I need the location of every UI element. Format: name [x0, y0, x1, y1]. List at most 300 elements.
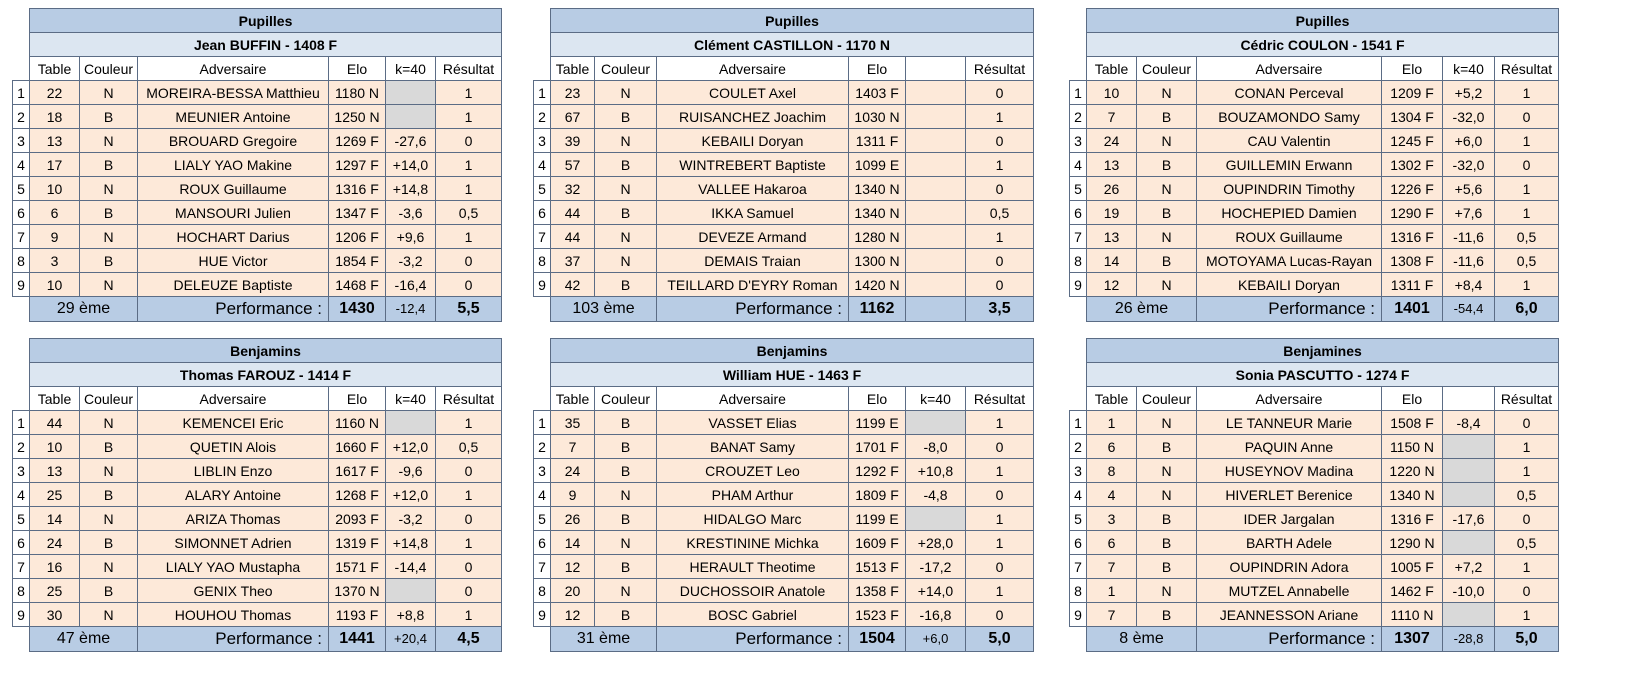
color-cell: N	[1137, 225, 1197, 249]
col-header-result: Résultat	[436, 387, 502, 411]
col-header-k: k=40	[386, 387, 436, 411]
elo-cell: 1209 F	[1382, 81, 1443, 105]
table-cell: 1	[1087, 579, 1137, 603]
table-row	[13, 201, 502, 225]
result-cell: 0	[966, 129, 1034, 153]
table-cell: 14	[30, 507, 80, 531]
color-cell: B	[595, 555, 657, 579]
result-cell: 1	[966, 105, 1034, 129]
table-row	[13, 249, 502, 273]
round-number: 2	[13, 105, 30, 129]
result-cell: 1	[1495, 273, 1559, 297]
round-number: 1	[534, 411, 551, 435]
k-cell: +14,0	[906, 579, 966, 603]
result-cell: 1	[436, 225, 502, 249]
k-cell: -3,2	[386, 249, 436, 273]
color-cell: N	[595, 531, 657, 555]
result-cell: 0	[436, 579, 502, 603]
table-cell: 18	[30, 105, 80, 129]
color-cell: B	[80, 249, 138, 273]
opponent-cell: HIVERLET Berenice	[1197, 483, 1382, 507]
col-header-elo: Elo	[1382, 387, 1443, 411]
table-cell: 39	[551, 129, 595, 153]
k-total: -12,4	[386, 297, 436, 322]
table-cell: 6	[1087, 531, 1137, 555]
color-cell: N	[595, 225, 657, 249]
color-cell: B	[1137, 201, 1197, 225]
opponent-cell: KRESTININE Michka	[657, 531, 849, 555]
table-cell: 7	[551, 435, 595, 459]
col-header-color: Couleur	[80, 387, 138, 411]
round-number: 8	[1070, 249, 1087, 273]
opponent-cell: LIBLIN Enzo	[138, 459, 329, 483]
elo-cell: 1290 F	[1382, 201, 1443, 225]
round-number: 5	[534, 177, 551, 201]
table-row	[1070, 225, 1559, 249]
color-cell: B	[595, 459, 657, 483]
result-cell: 1	[1495, 603, 1559, 627]
elo-cell: 1150 N	[1382, 435, 1443, 459]
opponent-cell: QUETIN Alois	[138, 435, 329, 459]
round-number: 3	[1070, 129, 1087, 153]
table-row	[1070, 579, 1559, 603]
table-cell: 25	[30, 483, 80, 507]
round-number: 9	[534, 603, 551, 627]
category-title: Pupilles	[551, 9, 1034, 33]
table-cell: 3	[30, 249, 80, 273]
table-row	[13, 411, 502, 435]
col-header-opponent: Adversaire	[1197, 387, 1382, 411]
result-cell: 1	[436, 411, 502, 435]
table-row	[534, 129, 1034, 153]
round-number: 6	[534, 531, 551, 555]
elo-cell: 1340 N	[849, 201, 906, 225]
color-cell: N	[1137, 129, 1197, 153]
table-row	[13, 105, 502, 129]
table-cell: 44	[551, 225, 595, 249]
result-cell: 0	[966, 483, 1034, 507]
col-header-color: Couleur	[1137, 387, 1197, 411]
table-cell: 57	[551, 153, 595, 177]
col-header-k: k=40	[906, 387, 966, 411]
k-cell	[386, 105, 436, 129]
col-header-table: Table	[30, 387, 80, 411]
opponent-cell: ARIZA Thomas	[138, 507, 329, 531]
round-number: 5	[534, 507, 551, 531]
round-number: 3	[13, 129, 30, 153]
result-cell: 0	[1495, 105, 1559, 129]
elo-cell: 2093 F	[329, 507, 386, 531]
color-cell: N	[80, 555, 138, 579]
color-cell: N	[80, 177, 138, 201]
elo-cell: 1468 F	[329, 273, 386, 297]
color-cell: N	[1137, 411, 1197, 435]
round-number: 7	[13, 225, 30, 249]
table-row	[13, 129, 502, 153]
col-header-color: Couleur	[1137, 57, 1197, 81]
result-cell: 1	[1495, 201, 1559, 225]
table-row	[1070, 153, 1559, 177]
table-row	[13, 177, 502, 201]
col-header-elo: Elo	[329, 387, 386, 411]
round-number: 3	[13, 459, 30, 483]
result-cell: 0,5	[1495, 249, 1559, 273]
k-cell	[906, 177, 966, 201]
table-cell: 9	[30, 225, 80, 249]
player-title: Sonia PASCUTTO - 1274 F	[1087, 363, 1559, 387]
table-row	[534, 105, 1034, 129]
opponent-cell: GENIX Theo	[138, 579, 329, 603]
color-cell: N	[595, 579, 657, 603]
opponent-cell: CROUZET Leo	[657, 459, 849, 483]
elo-cell: 1250 N	[329, 105, 386, 129]
elo-cell: 1508 F	[1382, 411, 1443, 435]
table-cell: 26	[551, 507, 595, 531]
color-cell: B	[1137, 435, 1197, 459]
k-cell: -3,2	[386, 507, 436, 531]
table-row	[1070, 177, 1559, 201]
k-cell: +12,0	[386, 435, 436, 459]
elo-cell: 1316 F	[1382, 225, 1443, 249]
opponent-cell: HUSEYNOV Madina	[1197, 459, 1382, 483]
result-cell: 0	[966, 177, 1034, 201]
round-number: 4	[13, 483, 30, 507]
opponent-cell: DUCHOSSOIR Anatole	[657, 579, 849, 603]
table-row	[13, 81, 502, 105]
result-cell: 0	[1495, 579, 1559, 603]
opponent-cell: CONAN Perceval	[1197, 81, 1382, 105]
round-number: 2	[534, 105, 551, 129]
color-cell: N	[1137, 273, 1197, 297]
summary-row	[13, 627, 502, 652]
elo-cell: 1308 F	[1382, 249, 1443, 273]
table-cell: 12	[1087, 273, 1137, 297]
color-cell: B	[1137, 105, 1197, 129]
summary-row	[534, 297, 1034, 322]
color-cell: N	[595, 177, 657, 201]
performance-value: 1401	[1382, 297, 1443, 322]
result-cell: 1	[436, 105, 502, 129]
table-cell: 8	[1087, 459, 1137, 483]
table-row	[534, 153, 1034, 177]
round-number: 2	[1070, 435, 1087, 459]
performance-value: 1430	[329, 297, 386, 322]
total-score: 4,5	[436, 627, 502, 652]
round-number: 1	[1070, 81, 1087, 105]
opponent-cell: LIALY YAO Mustapha	[138, 555, 329, 579]
k-cell: +14,0	[386, 153, 436, 177]
elo-cell: 1226 F	[1382, 177, 1443, 201]
color-cell: N	[1137, 459, 1197, 483]
col-header-table: Table	[551, 57, 595, 81]
total-score: 5,0	[966, 627, 1034, 652]
color-cell: B	[595, 201, 657, 225]
k-cell	[386, 411, 436, 435]
k-cell	[1443, 531, 1495, 555]
color-cell: B	[595, 105, 657, 129]
table-row	[534, 555, 1034, 579]
table-cell: 13	[30, 459, 80, 483]
opponent-cell: VASSET Elias	[657, 411, 849, 435]
k-cell: +8,8	[386, 603, 436, 627]
k-cell: -4,8	[906, 483, 966, 507]
opponent-cell: PHAM Arthur	[657, 483, 849, 507]
elo-cell: 1513 F	[849, 555, 906, 579]
round-number: 5	[1070, 177, 1087, 201]
table-cell: 6	[1087, 435, 1137, 459]
table-cell: 12	[551, 555, 595, 579]
table-cell: 10	[30, 273, 80, 297]
color-cell: N	[80, 411, 138, 435]
color-cell: B	[80, 153, 138, 177]
col-header-result: Résultat	[436, 57, 502, 81]
elo-cell: 1099 E	[849, 153, 906, 177]
elo-cell: 1180 N	[329, 81, 386, 105]
color-cell: B	[595, 507, 657, 531]
elo-cell: 1701 F	[849, 435, 906, 459]
table-cell: 24	[30, 531, 80, 555]
table-cell: 16	[30, 555, 80, 579]
summary-row	[1070, 627, 1559, 652]
elo-cell: 1340 N	[1382, 483, 1443, 507]
result-cell: 0	[1495, 507, 1559, 531]
k-cell: -8,0	[906, 435, 966, 459]
table-cell: 23	[551, 81, 595, 105]
col-header-opponent: Adversaire	[138, 387, 329, 411]
round-number: 6	[534, 201, 551, 225]
round-number: 5	[13, 507, 30, 531]
table-cell: 13	[1087, 225, 1137, 249]
table-row	[1070, 273, 1559, 297]
result-cell: 0	[966, 435, 1034, 459]
color-cell: B	[1137, 555, 1197, 579]
table-cell: 3	[1087, 507, 1137, 531]
elo-cell: 1462 F	[1382, 579, 1443, 603]
result-cell: 0	[966, 273, 1034, 297]
total-score: 3,5	[966, 297, 1034, 322]
k-cell	[906, 81, 966, 105]
table-cell: 13	[1087, 153, 1137, 177]
category-title: Benjamins	[551, 339, 1034, 363]
color-cell: B	[80, 579, 138, 603]
table-row	[13, 225, 502, 249]
player-table	[12, 8, 502, 322]
table-cell: 42	[551, 273, 595, 297]
k-cell: +6,0	[1443, 129, 1495, 153]
elo-cell: 1660 F	[329, 435, 386, 459]
rank-label: 103 ème	[551, 297, 657, 322]
table-cell: 67	[551, 105, 595, 129]
player-table	[1069, 338, 1559, 652]
col-header-color: Couleur	[595, 57, 657, 81]
col-header-opponent: Adversaire	[1197, 57, 1382, 81]
opponent-cell: KEBAILI Doryan	[1197, 273, 1382, 297]
result-cell: 1	[966, 225, 1034, 249]
table-row	[534, 81, 1034, 105]
table-cell: 24	[551, 459, 595, 483]
table-cell: 12	[551, 603, 595, 627]
elo-cell: 1347 F	[329, 201, 386, 225]
round-number: 2	[1070, 105, 1087, 129]
opponent-cell: HOCHEPIED Damien	[1197, 201, 1382, 225]
table-cell: 9	[551, 483, 595, 507]
k-cell: -17,2	[906, 555, 966, 579]
elo-cell: 1420 N	[849, 273, 906, 297]
result-cell: 0,5	[436, 201, 502, 225]
table-row	[534, 483, 1034, 507]
performance-value: 1307	[1382, 627, 1443, 652]
round-number: 2	[534, 435, 551, 459]
elo-cell: 1193 F	[329, 603, 386, 627]
k-cell: +8,4	[1443, 273, 1495, 297]
opponent-cell: CAU Valentin	[1197, 129, 1382, 153]
player-card	[12, 8, 502, 322]
round-number: 3	[534, 459, 551, 483]
k-cell: -11,6	[1443, 249, 1495, 273]
opponent-cell: MOTOYAMA Lucas-Rayan	[1197, 249, 1382, 273]
total-score: 5,0	[1495, 627, 1559, 652]
table-row	[1070, 459, 1559, 483]
summary-row	[13, 297, 502, 322]
color-cell: N	[595, 249, 657, 273]
color-cell: N	[1137, 81, 1197, 105]
result-cell: 0	[966, 81, 1034, 105]
table-cell: 4	[1087, 483, 1137, 507]
round-number: 8	[534, 579, 551, 603]
opponent-cell: ALARY Antoine	[138, 483, 329, 507]
elo-cell: 1319 F	[329, 531, 386, 555]
col-header-elo: Elo	[329, 57, 386, 81]
player-table	[533, 8, 1034, 322]
performance-label: Performance :	[138, 627, 329, 652]
round-number: 9	[13, 273, 30, 297]
category-title: Pupilles	[30, 9, 502, 33]
k-cell: -16,4	[386, 273, 436, 297]
round-number: 1	[534, 81, 551, 105]
k-cell	[1443, 459, 1495, 483]
opponent-cell: JEANNESSON Ariane	[1197, 603, 1382, 627]
elo-cell: 1290 N	[1382, 531, 1443, 555]
col-header-result: Résultat	[1495, 387, 1559, 411]
k-cell: +7,6	[1443, 201, 1495, 225]
result-cell: 0,5	[436, 435, 502, 459]
opponent-cell: MANSOURI Julien	[138, 201, 329, 225]
opponent-cell: HOCHART Darius	[138, 225, 329, 249]
result-cell: 0	[966, 555, 1034, 579]
col-header-opponent: Adversaire	[657, 57, 849, 81]
table-cell: 30	[30, 603, 80, 627]
col-header-color: Couleur	[595, 387, 657, 411]
table-cell: 7	[1087, 603, 1137, 627]
elo-cell: 1199 E	[849, 411, 906, 435]
elo-cell: 1617 F	[329, 459, 386, 483]
round-number: 5	[13, 177, 30, 201]
k-cell: +28,0	[906, 531, 966, 555]
elo-cell: 1199 E	[849, 507, 906, 531]
table-row	[1070, 105, 1559, 129]
elo-cell: 1300 N	[849, 249, 906, 273]
color-cell: B	[1137, 153, 1197, 177]
col-header-elo: Elo	[849, 387, 906, 411]
result-cell: 1	[966, 411, 1034, 435]
k-cell: -27,6	[386, 129, 436, 153]
table-cell: 25	[30, 579, 80, 603]
col-header-table: Table	[1087, 387, 1137, 411]
rank-label: 26 ème	[1087, 297, 1197, 322]
category-title: Benjamins	[30, 339, 502, 363]
round-number: 1	[13, 411, 30, 435]
round-number: 7	[13, 555, 30, 579]
table-row	[1070, 555, 1559, 579]
elo-cell: 1160 N	[329, 411, 386, 435]
table-row	[534, 459, 1034, 483]
opponent-cell: OUPINDRIN Adora	[1197, 555, 1382, 579]
result-cell: 0	[436, 459, 502, 483]
player-table	[1069, 8, 1559, 322]
table-row	[13, 459, 502, 483]
k-cell: -11,6	[1443, 225, 1495, 249]
color-cell: N	[80, 507, 138, 531]
performance-label: Performance :	[138, 297, 329, 322]
table-row	[534, 531, 1034, 555]
col-header-color: Couleur	[80, 57, 138, 81]
opponent-cell: LIALY YAO Makine	[138, 153, 329, 177]
result-cell: 0,5	[1495, 531, 1559, 555]
opponent-cell: KEBAILI Doryan	[657, 129, 849, 153]
k-cell	[1443, 435, 1495, 459]
col-header-k	[906, 57, 966, 81]
player-title: Thomas FAROUZ - 1414 F	[30, 363, 502, 387]
opponent-cell: TEILLARD D'EYRY Roman	[657, 273, 849, 297]
k-cell: -17,6	[1443, 507, 1495, 531]
result-cell: 1	[1495, 177, 1559, 201]
round-number: 8	[13, 579, 30, 603]
elo-cell: 1110 N	[1382, 603, 1443, 627]
opponent-cell: IDER Jargalan	[1197, 507, 1382, 531]
table-cell: 37	[551, 249, 595, 273]
table-cell: 24	[1087, 129, 1137, 153]
table-row	[1070, 249, 1559, 273]
table-row	[1070, 483, 1559, 507]
round-number: 9	[1070, 273, 1087, 297]
table-row	[1070, 435, 1559, 459]
k-total	[906, 297, 966, 322]
round-number: 5	[1070, 507, 1087, 531]
elo-cell: 1358 F	[849, 579, 906, 603]
opponent-cell: COULET Axel	[657, 81, 849, 105]
summary-row	[534, 627, 1034, 652]
result-cell: 0	[1495, 411, 1559, 435]
k-cell: +9,6	[386, 225, 436, 249]
result-cell: 0	[436, 507, 502, 531]
category-title: Benjamines	[1087, 339, 1559, 363]
color-cell: B	[80, 435, 138, 459]
elo-cell: 1523 F	[849, 603, 906, 627]
k-total: +20,4	[386, 627, 436, 652]
category-title: Pupilles	[1087, 9, 1559, 33]
table-cell: 10	[1087, 81, 1137, 105]
opponent-cell: GUILLEMIN Erwann	[1197, 153, 1382, 177]
k-cell	[906, 129, 966, 153]
opponent-cell: BOSC Gabriel	[657, 603, 849, 627]
result-cell: 1	[1495, 81, 1559, 105]
player-card	[533, 338, 1034, 652]
table-cell: 17	[30, 153, 80, 177]
elo-cell: 1292 F	[849, 459, 906, 483]
round-number: 1	[13, 81, 30, 105]
result-cell: 0	[1495, 153, 1559, 177]
result-cell: 1	[436, 177, 502, 201]
